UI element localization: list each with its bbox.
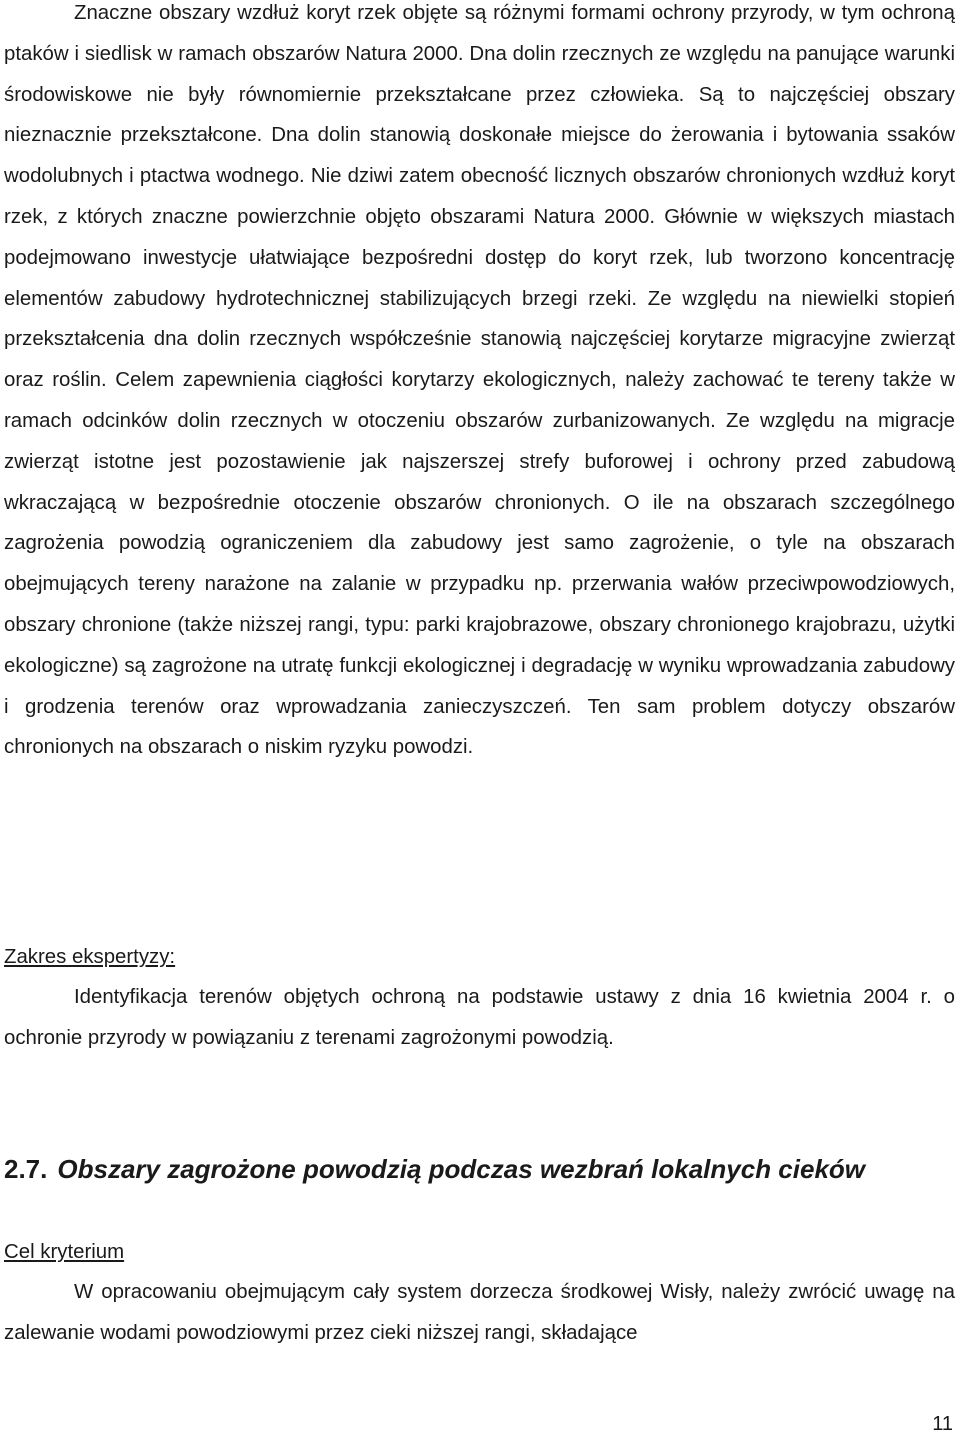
section-heading — [4, 1151, 865, 1187]
body-paragraph-protected-areas: Znaczne obszary wzdłuż koryt rzek objęte są różnymi formami ochrony przyrody, w tym ochroną ptaków i siedlisk w ramach obszarów Natura 2000. Dna dolin rzecznych ze względu na panujące warunki środowiskowe nie były równomiernie przekształcane przez człowieka. Są to najczęściej obszary nieznacznie przekształcone. Dna dolin stanowią doskonałe miejsce do żerowania i bytowania ssaków wodolubnych i ptactwa wodnego. Nie dziwi zatem obecność licznych obszarów chronionych wzdłuż koryt rzek, z których znaczne powierzchnie objęto obszarami Natura 2000. Głównie w większych miastach podejmowano inwestycje ułatwiające bezpośredni dostęp do koryt rzek, lub tworzono koncentrację elementów zabudowy hydrotechnicznej stabilizujących brzegi rzeki. Ze względu na niewielki stopień przekształcenia dna dolin rzecznych współcześnie stanowią najczęściej korytarze migracyjne zwierząt oraz roślin. Celem zapewnienia ciągłości korytarzy ekologicznych, należy zachować te tereny także w ramach odcinków dolin rzecznych w otoczeniu obszarów zurbanizowanych. Ze względu na migracje zwierząt istotne jest pozostawienie jak najszerszej strefy buforowej i ochrony przed zabudową wkraczającą w bezpośrednie otoczenie obszarów chronionych. O ile na obszarach szczególnego zagrożenia powodzią ograniczeniem dla zabudowy jest samo zagrożenie, o tyle na obszarach obejmujących tereny narażone na zalanie w przypadku np. przerwania wałów przeciwpowodziowych, obszary chronione (także niższej rangi, typu: parki krajobrazowe, obszary chronionego krajobrazu, użytki ekologiczne) są zagrożone na utratę funkcji ekologicznej i degradację w wyniku wprowadzania zabudowy i grodzenia terenów oraz wprowadzania zanieczyszczeń. Ten sam problem dotyczy obszarów chronionych na obszarach o niskim ryzyku powodzi. — [4, 2, 955, 759]
document-page — [4, 0, 955, 1440]
body-paragraph-goal: W opracowaniu obejmującym cały system dorzecza środkowej Wisły, należy zwrócić uwagę na zalewanie wodami powodziowymi przez cieki niższej rangi, składające — [4, 1281, 955, 1344]
section-number: 2.7. — [4, 1154, 48, 1184]
section-title: Obszary zagrożone powodzią podczas wezbrań lokalnych cieków — [57, 1154, 866, 1184]
label-scope: Zakres ekspertyzy: — [4, 946, 176, 968]
body-paragraph-scope: Identyfikacja terenów objętych ochroną na podstawie ustawy z dnia 16 kwietnia 2004 r. o ochronie przyrody w powiązaniu z terenami zagrożonymi powodzią. — [4, 986, 955, 1049]
page-number: 11 — [932, 1413, 953, 1435]
label-goal: Cel kryterium — [4, 1241, 125, 1263]
